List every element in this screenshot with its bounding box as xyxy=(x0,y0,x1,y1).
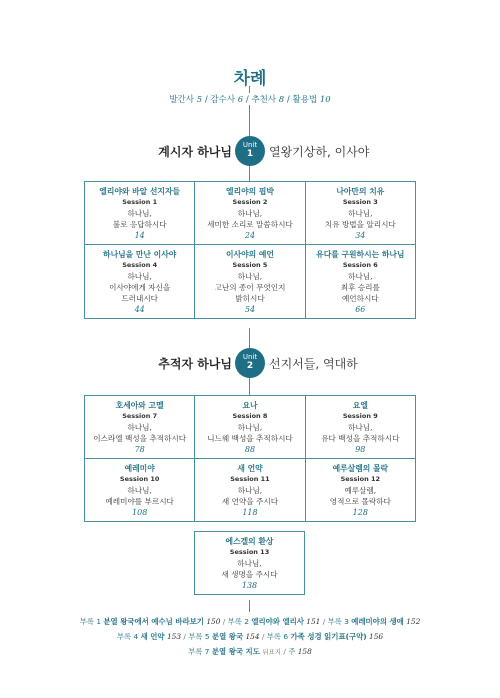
front-matter: 발간사 5 / 감수사 6 / 추천사 8 / 활용법 10 xyxy=(0,93,500,105)
appendix-item[interactable]: 부록 7 분열 왕국 지도 뒤표지 xyxy=(188,647,282,656)
appendix-item[interactable]: 부록 6 가족 성경 읽기표(구약) 156 xyxy=(266,632,384,641)
session-11[interactable]: 새 언약 Session 11 하나님, 새 언약을 주시다 118 xyxy=(194,459,304,521)
appendix-item[interactable]: 부록 5 분열 왕국 154 xyxy=(188,632,260,641)
session-13[interactable]: 에스겔의 환상 Session 13 하나님, 새 생명을 주시다 138 xyxy=(194,531,305,595)
unit-2-books: 선지서들, 역대하 xyxy=(269,357,358,371)
session-row xyxy=(85,182,415,244)
session-row xyxy=(85,458,415,521)
unit-1-books: 열왕기상하, 이사야 xyxy=(269,145,370,159)
front-item[interactable]: 감수사 6 xyxy=(210,95,244,105)
session-10[interactable]: 예레미야 Session 10 하나님, 예레미야를 부르시다 108 xyxy=(105,464,174,517)
appendix-item[interactable]: 부록 2 엘리야와 엘리사 151 xyxy=(227,617,321,626)
session-12[interactable]: 예루살렘의 몰락 Session 12 예루살렘, 영적으로 몰락하다 128 xyxy=(305,459,415,521)
session-2[interactable]: 엘리야의 핍박 Session 2 하나님, 세미한 소리로 말씀하시다 24 xyxy=(194,182,304,244)
unit-1-header xyxy=(0,136,500,166)
session-row xyxy=(85,396,415,458)
unit-2-header xyxy=(0,348,500,378)
session-5[interactable]: 이사야의 예언 Session 5 하나님, 고난의 종이 무엇인지 밝히시다 54 xyxy=(194,245,304,318)
session-8[interactable]: 요나 Session 8 하나님, 니느웨 백성을 추적하시다 88 xyxy=(194,396,304,458)
session-9[interactable]: 요엘 Session 9 하나님, 유다 백성을 추적하시다 98 xyxy=(305,396,415,458)
session-6[interactable]: 유다를 구원하시는 하나님 Session 6 하나님, 최후 승리를 예언하시다 66 xyxy=(305,245,415,318)
appendix-line-2: 부록 4 새 언약 153 / 부록 5 분열 왕국 154 / 부록 6 가족 성경 읽기표(구약) 156 xyxy=(116,632,384,641)
unit-1-sessions xyxy=(84,181,416,319)
session-7[interactable]: 호세아와 고멜 Session 7 하나님, 이스라엘 백성을 추적하시다 78 xyxy=(93,401,187,454)
appendix-item[interactable]: 부록 4 새 언약 153 xyxy=(116,632,182,641)
session-4[interactable]: 하나님을 만난 이사야 Session 4 하나님, 이사야에게 자신을 드러내시다 44 xyxy=(103,250,177,314)
unit-2-badge: Unit 2 xyxy=(235,348,265,378)
unit-2-sessions xyxy=(84,395,416,522)
session-3[interactable]: 나아만의 치유 Session 3 하나님, 치유 방법을 알리시다 34 xyxy=(305,182,415,244)
session-row xyxy=(85,244,415,318)
appendix-item[interactable]: 주 158 xyxy=(288,647,312,656)
session-1[interactable]: 엘리야와 바알 선지자들 Session 1 하나님, 불로 응답하시다 14 xyxy=(99,187,181,240)
front-item[interactable]: 활용법 10 xyxy=(292,95,331,105)
appendix-item[interactable]: 부록 1 분열 왕국에서 예수님 바라보기 150 xyxy=(79,617,221,626)
front-item[interactable]: 발간사 5 xyxy=(169,95,203,105)
unit-1-title: 계시자 하나님 xyxy=(158,145,232,159)
unit-1-badge: Unit 1 xyxy=(235,136,265,166)
page-title: 차례 xyxy=(233,69,267,89)
unit-2-title: 추적자 하나님 xyxy=(158,357,232,371)
appendix-line-1: 부록 1 분열 왕국에서 예수님 바라보기 150 / 부록 2 엘리야와 엘리사 151 / 부록 3 예레미야의 생애 152 xyxy=(79,617,421,626)
appendix-item[interactable]: 부록 3 예레미야의 생애 152 xyxy=(327,617,421,626)
connector-line xyxy=(249,600,250,612)
front-item[interactable]: 추천사 8 xyxy=(251,95,285,105)
appendix-line-3: 부록 7 분열 왕국 지도 뒤표지 / 주 158 xyxy=(188,647,312,656)
